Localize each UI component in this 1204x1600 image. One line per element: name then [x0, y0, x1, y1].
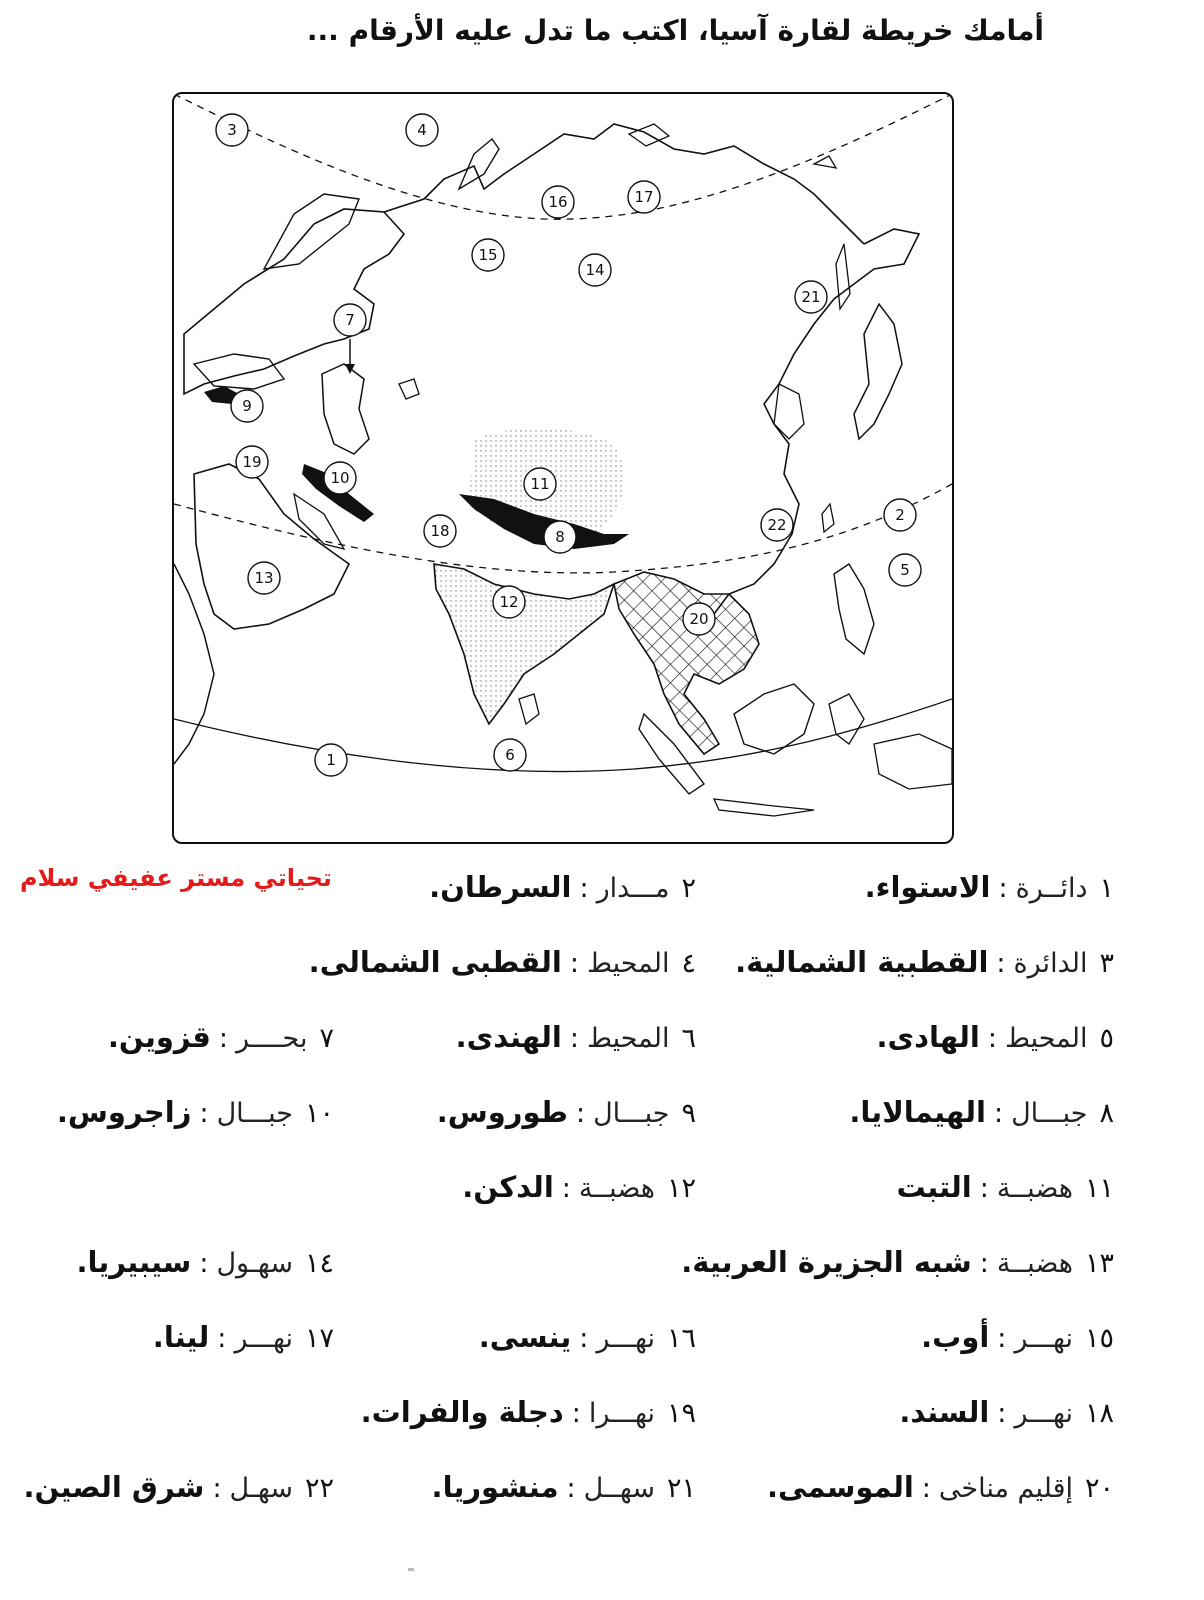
answer-row-5 [18, 1170, 1114, 1220]
svg-text:18: 18 [430, 522, 450, 540]
answer-row-1 [18, 870, 1114, 920]
map-label-8 [544, 521, 576, 553]
equator-line [174, 699, 952, 772]
answer-item-19: ١٩نهـــرا:دجلة والفرات. [360, 1395, 696, 1429]
map-label-16 [542, 186, 574, 218]
aral-sea-outline [399, 379, 419, 399]
map-label-15 [472, 239, 504, 271]
caspian-sea-outline [322, 364, 369, 454]
svg-text:13: 13 [254, 569, 274, 587]
map-label-18 [424, 515, 456, 547]
asia-outline-map [174, 94, 952, 842]
answer-row-7 [18, 1320, 1114, 1370]
answer-item-2: ٢مـــدار:السرطان. [429, 870, 696, 904]
answer-item-5: ٥المحيط:الهادى. [876, 1020, 1114, 1054]
answer-item-13: ١٣هضبــة:شبه الجزيرة العربية. [681, 1245, 1114, 1279]
sulawesi-outline [829, 694, 864, 744]
map-label-4 [406, 114, 438, 146]
japan-outline [854, 304, 902, 439]
map-label-11 [524, 468, 556, 500]
sakhalin-outline [836, 244, 850, 309]
map-label-20 [683, 603, 715, 635]
answer-item-16: ١٦نهـــر:ينسى. [478, 1320, 696, 1354]
map-label-6 [494, 739, 526, 771]
map-label-13 [248, 562, 280, 594]
map-label-1 [315, 744, 347, 776]
map-label-21 [795, 281, 827, 313]
map-label-7 [334, 304, 366, 336]
map-label-14 [579, 254, 611, 286]
sri-lanka-outline [519, 694, 539, 724]
answer-item-3: ٣الدائرة:القطبية الشمالية. [735, 945, 1114, 979]
india-outline [434, 564, 614, 724]
answer-item-6: ٦المحيط:الهندى. [455, 1020, 696, 1054]
map-label-2 [884, 499, 916, 531]
java-outline [714, 799, 814, 816]
scan-mark [408, 1568, 414, 1571]
map-label-22 [761, 509, 793, 541]
answer-item-8: ٨جبـــال:الهيمالايا. [849, 1095, 1114, 1129]
svg-text:21: 21 [801, 288, 821, 306]
answer-item-14: ١٤سهـول:سيبيريا. [76, 1245, 334, 1279]
answer-item-21: ٢١سهــل:منشوريا. [431, 1470, 696, 1504]
map-label-10 [324, 462, 356, 494]
svg-text:15: 15 [478, 246, 498, 264]
svg-text:19: 19 [242, 453, 262, 471]
answer-row-6 [18, 1245, 1114, 1295]
map-label-3 [216, 114, 248, 146]
svg-text:20: 20 [689, 610, 709, 628]
answer-item-7: ٧بحــــر:قزوين. [107, 1020, 334, 1054]
svg-text:11: 11 [530, 475, 550, 493]
map-label-5 [889, 554, 921, 586]
taiwan-outline [822, 504, 834, 532]
svg-text:7: 7 [345, 311, 355, 329]
answer-row-8 [18, 1395, 1114, 1445]
svg-text:17: 17 [634, 188, 654, 206]
svg-text:10: 10 [330, 469, 350, 487]
answer-row-3 [18, 1020, 1114, 1070]
new-guinea-outline [874, 734, 952, 789]
svg-text:12: 12 [499, 593, 519, 611]
answer-item-4: ٤المحيط:القطبى الشمالى. [308, 945, 696, 979]
north-coast-outline [384, 124, 864, 244]
philippines-outline [834, 564, 874, 654]
svg-text:16: 16 [548, 193, 568, 211]
page-title: أمامك خريطة لقارة آسيا، اكتب ما تدل عليه الأرقام ... [306, 14, 1044, 47]
answer-item-22: ٢٢سهـل:شرق الصين. [23, 1470, 334, 1504]
answer-item-18: ١٨نهـــر:السند. [899, 1395, 1114, 1429]
svg-text:22: 22 [767, 516, 787, 534]
map-label-19 [236, 446, 268, 478]
svg-text:9: 9 [242, 397, 252, 415]
scandinavia-outline [264, 194, 359, 269]
svg-text:2: 2 [895, 506, 905, 524]
answer-row-2 [18, 945, 1114, 995]
svg-text:14: 14 [585, 261, 605, 279]
credit-text: تحياتي مستر عفيفي سلام [20, 864, 332, 892]
svg-text:5: 5 [900, 561, 910, 579]
answer-item-11: ١١هضبــة:التبت [896, 1170, 1114, 1204]
answer-item-10: ١٠جبـــال:زاجروس. [56, 1095, 334, 1129]
answer-item-15: ١٥نهـــر:أوب. [921, 1320, 1114, 1354]
svg-text:6: 6 [505, 746, 515, 764]
map-label-17 [628, 181, 660, 213]
map-label-9 [231, 390, 263, 422]
asia-map [172, 92, 954, 844]
svg-text:8: 8 [555, 528, 565, 546]
answer-row-9 [18, 1470, 1114, 1520]
answer-item-17: ١٧نهـــر:لينا. [152, 1320, 334, 1354]
answer-item-9: ٩جبـــال:طوروس. [436, 1095, 696, 1129]
answer-item-12: ١٢هضبــة:الدكن. [462, 1170, 696, 1204]
svg-text:3: 3 [227, 121, 237, 139]
svg-text:1: 1 [326, 751, 336, 769]
map-label-12 [493, 586, 525, 618]
svg-text:4: 4 [417, 121, 427, 139]
europe-outline [184, 209, 404, 394]
answer-item-1: ١دائــرة:الاستواء. [864, 870, 1114, 904]
southeast-asia-outline [614, 572, 759, 754]
answer-item-20: ٢٠إقليم مناخى:الموسمى. [767, 1470, 1114, 1504]
answer-row-4 [18, 1095, 1114, 1145]
